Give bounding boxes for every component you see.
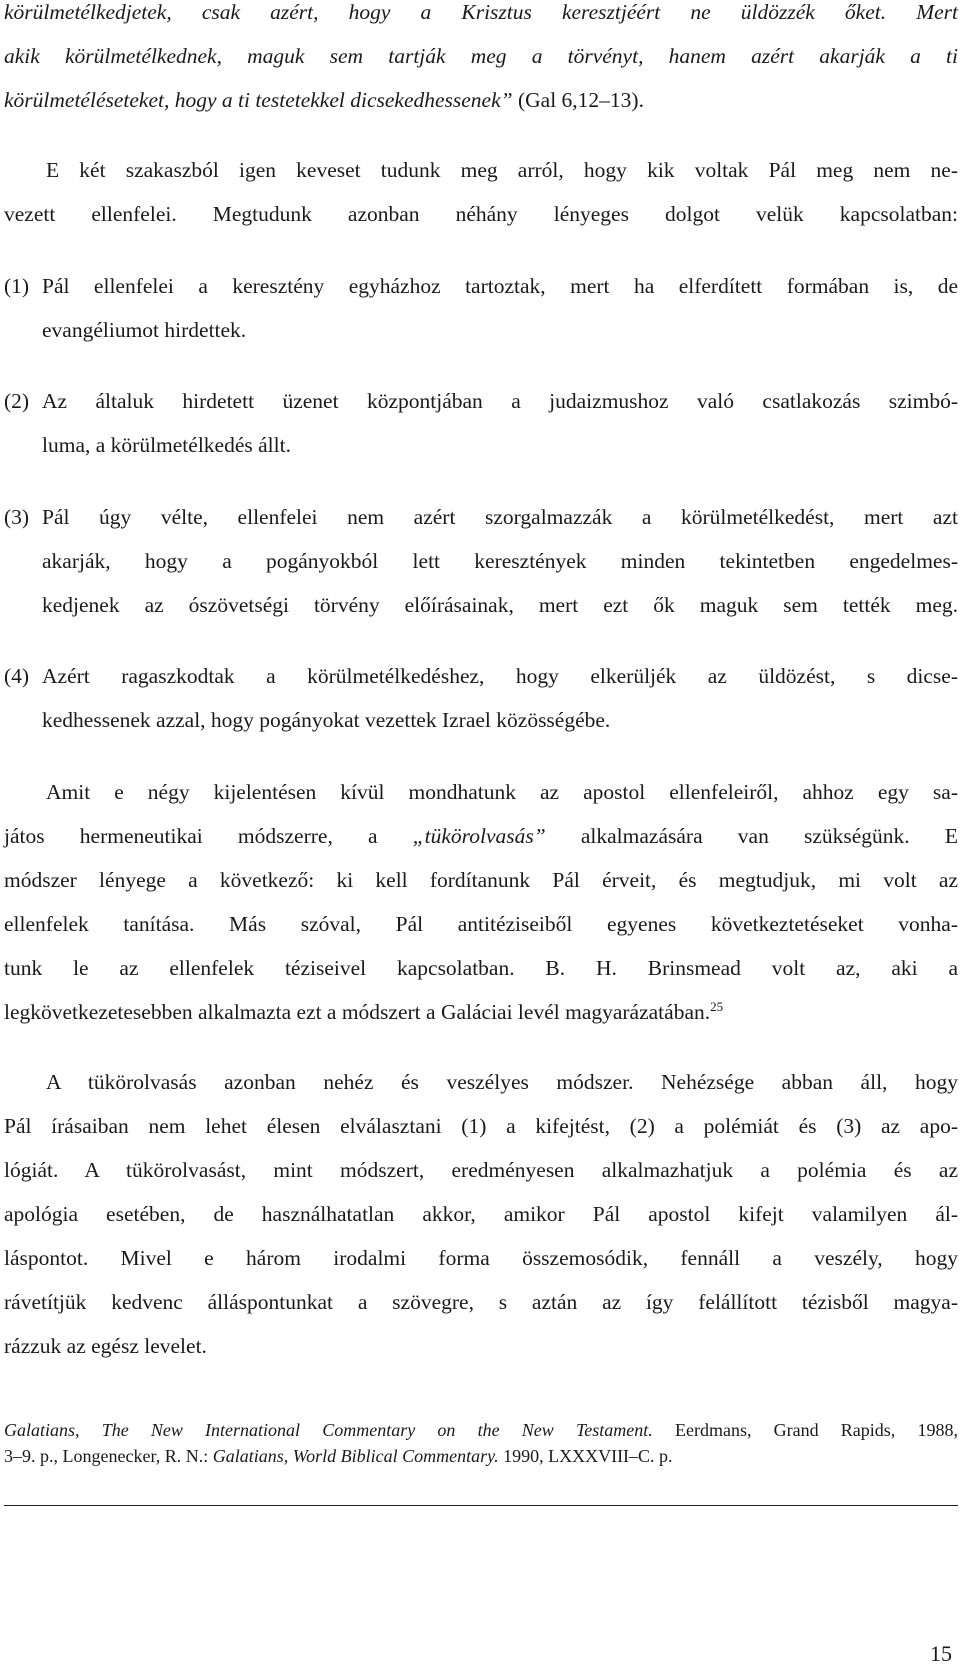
paragraph-2-line-1: Amit e négy kijelentésen kívül mondhatunk az apostol ellenfeleiről, ahhoz egy sa-	[46, 780, 958, 804]
paragraph-2-line-5: tunk le az ellenfelek téziseivel kapcsolatban. B. H. Brinsmead volt az, aki a	[4, 956, 958, 980]
quote-reference: (Gal 6,12–13).	[512, 88, 644, 112]
paragraph-2-line-2	[4, 821, 958, 851]
footnote-publisher: Eerdmans, Grand Rapids, 1988,	[652, 1420, 958, 1440]
paragraph-1-line-1: E két szakaszból igen keveset tudunk meg arról, hogy kik voltak Pál meg nem ne-	[46, 158, 958, 182]
quote-line-2: akik körülmetélkednek, maguk sem tartják meg a törvényt, hanem azért akarják a ti	[4, 44, 958, 68]
quote-line-3-text: körülmetéléseteket, hogy a ti testetekkel dicsekedhessenek”	[4, 88, 513, 112]
page-number: 15	[930, 1641, 952, 1666]
footnote-divider	[4, 1505, 958, 1506]
paragraph-2-line-6	[4, 997, 958, 1027]
paragraph-3-line-7: rázzuk az egész levelet.	[4, 1334, 207, 1358]
paragraph-3-line-3: lógiát. A tükörolvasást, mint módszert, eredményesen alkalmazhatjuk a polémia és az	[4, 1158, 958, 1182]
footnote-line-1	[4, 1418, 958, 1442]
paragraph-1-line-2: vezett ellenfelei. Megtudunk azonban néhány lényeges dolgot velük kapcsolatban:	[4, 202, 958, 226]
footnote-pages: 1990, LXXXVIII–C. p.	[498, 1446, 673, 1466]
paragraph-2-line-6-text: legkövetkezetesebben alkalmazta ezt a módszert a Galáciai levél magyarázatában.	[4, 1000, 711, 1024]
list-item-4-number: (4)	[4, 664, 30, 688]
paragraph-3-line-1: A tükörolvasás azonban nehéz és veszélyes módszer. Nehézsége abban áll, hogy	[46, 1070, 958, 1094]
list-item-4-line-1: Azért ragaszkodtak a körülmetélkedéshez, hogy elkerüljék az üldözést, s dicse-	[42, 664, 958, 688]
quote-line-3	[4, 85, 958, 115]
list-item-4-line-2: kedhessenek azzal, hogy pogányokat vezettek Izrael közösségébe.	[42, 708, 611, 732]
paragraph-2-line-2-a: játos hermeneutikai módszerre, a	[4, 824, 413, 848]
paragraph-2-line-4: ellenfelek tanítása. Más szóval, Pál antitéziseiből egyenes következtetéseket vonha-	[4, 912, 958, 936]
list-item-3-line-1: Pál úgy vélte, ellenfelei nem azért szorgalmazzák a körülmetélkedést, mert azt	[42, 505, 958, 529]
footnote-book-title-1: Galatians, The New International Commentary on the New Testament.	[4, 1420, 653, 1440]
list-item-1-line-1: Pál ellenfelei a keresztény egyházhoz tartoztak, mert ha elferdített formában is, de	[42, 274, 958, 298]
paragraph-3-line-4: apológia esetében, de használhatatlan akkor, amikor Pál apostol kifejt valamilyen ál-	[4, 1202, 958, 1226]
paragraph-3-line-5: láspontot. Mivel e három irodalmi forma összemosódik, fennáll a veszély, hogy	[4, 1246, 958, 1270]
footnote-marker[interactable]: 25	[710, 998, 724, 1014]
paragraph-3-line-6: rávetítjük kedvenc álláspontunkat a szövegre, s aztán az így felállított tézisből magya-	[4, 1290, 958, 1314]
list-item-3-line-2: akarják, hogy a pogányokból lett keresztények minden tekintetben engedelmes-	[42, 549, 958, 573]
quote-line-1: körülmetélkedjetek, csak azért, hogy a Krisztus keresztjéért ne üldözzék őket. Mert	[4, 0, 958, 24]
term-tukorolvasas: „tükörolvasás”	[412, 824, 546, 848]
list-item-2-line-2: luma, a körülmetélkedés állt.	[42, 433, 291, 457]
paragraph-3-line-2: Pál írásaiban nem lehet élesen elválasztani (1) a kifejtést, (2) a polémiát és (3) az apo-	[4, 1114, 958, 1138]
list-item-1-line-2: evangéliumot hirdettek.	[42, 318, 247, 342]
paragraph-2-line-3: módszer lényege a következő: ki kell fordítanunk Pál érveit, és megtudjuk, mi volt az	[4, 868, 958, 892]
footnote-book-title-2: Galatians, World Biblical Commentary.	[212, 1446, 499, 1466]
list-item-2-number: (2)	[4, 389, 30, 413]
list-item-1-number: (1)	[4, 274, 30, 298]
footnote-line-2	[4, 1444, 958, 1468]
footnote-author: 3–9. p., Longenecker, R. N.:	[4, 1446, 213, 1466]
list-item-2-line-1: Az általuk hirdetett üzenet központjában a judaizmushoz való csatlakozás szimbó-	[42, 389, 958, 413]
list-item-3-number: (3)	[4, 505, 30, 529]
list-item-3-line-3: kedjenek az ószövetségi törvény előírásainak, mert ezt ők maguk sem tették meg.	[42, 593, 958, 617]
paragraph-2-line-2-c: alkalmazására van szükségünk. E	[545, 824, 958, 848]
